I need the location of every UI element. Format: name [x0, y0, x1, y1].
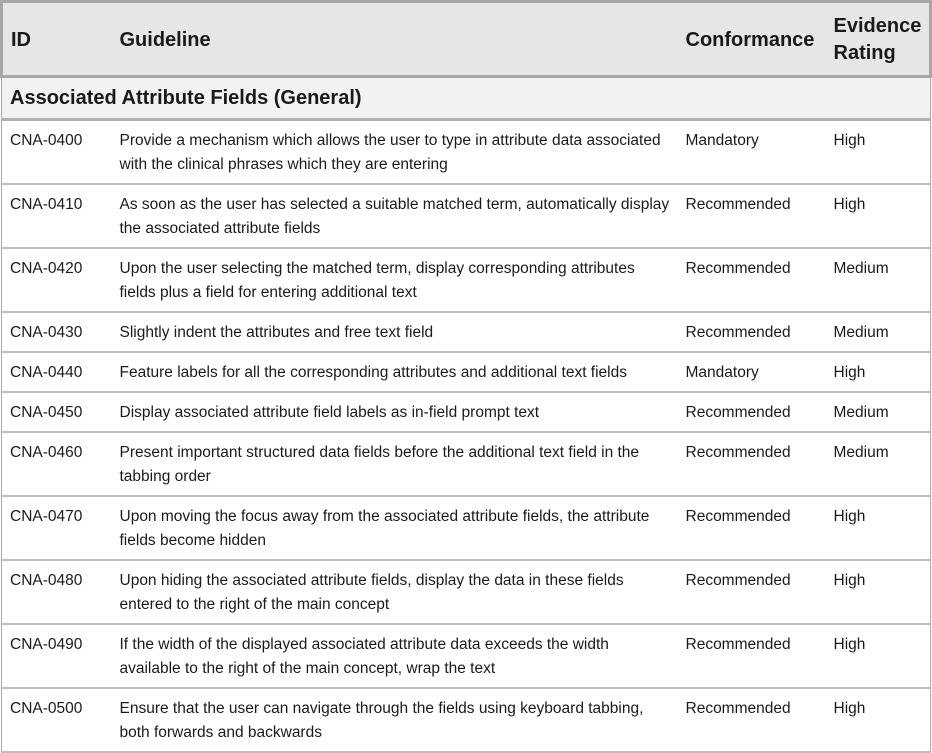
cell-guideline: Slightly indent the attributes and free text field	[119, 324, 434, 341]
cell-conformance: Recommended	[685, 700, 791, 717]
cell-evidence-rating: Medium	[833, 260, 889, 277]
cell-conformance: Recommended	[685, 260, 791, 277]
table-row	[2, 120, 931, 185]
cell-id: CNA-0470	[10, 508, 83, 525]
cell-id: CNA-0480	[10, 572, 83, 589]
cell-evidence-rating: High	[833, 196, 866, 213]
cell-guideline: Upon moving the focus away from the associated attribute fields, the attribute fields become hidden	[119, 508, 650, 549]
table-row	[2, 184, 931, 248]
table-row	[2, 496, 931, 560]
cell-id: CNA-0400	[10, 132, 83, 149]
header-conformance: Conformance	[685, 28, 815, 51]
cell-id: CNA-0500	[10, 700, 83, 717]
cell-id: CNA-0430	[10, 324, 83, 341]
cell-conformance: Mandatory	[685, 364, 759, 381]
cell-evidence-rating: High	[833, 636, 866, 653]
cell-guideline: Upon hiding the associated attribute fields, display the data in these fields entered to the right of the main concept	[119, 572, 624, 613]
table-row	[2, 248, 931, 312]
cell-id: CNA-0410	[10, 196, 83, 213]
cell-guideline: Ensure that the user can navigate through the fields using keyboard tabbing, both forwards and backwards	[119, 700, 644, 741]
cell-evidence-rating: Medium	[833, 444, 889, 461]
cell-evidence-rating: High	[833, 508, 866, 525]
cell-guideline: Upon the user selecting the matched term, display corresponding attributes fields plus a field for entering additional text	[119, 260, 635, 301]
cell-guideline: Provide a mechanism which allows the user to type in attribute data associated with the clinical phrases which they are entering	[119, 132, 661, 173]
cell-id: CNA-0450	[10, 404, 83, 421]
table-row	[2, 392, 931, 432]
cell-conformance: Recommended	[685, 508, 791, 525]
cell-id: CNA-0420	[10, 260, 83, 277]
cell-conformance: Recommended	[685, 324, 791, 341]
cell-conformance: Recommended	[685, 636, 791, 653]
cell-id: CNA-0490	[10, 636, 83, 653]
table-row	[2, 624, 931, 688]
cell-evidence-rating: Medium	[833, 324, 889, 341]
table-row	[2, 312, 931, 352]
section-row	[2, 77, 931, 120]
cell-conformance: Recommended	[685, 196, 791, 213]
header-evidence-rating: Evidence Rating	[833, 15, 922, 64]
cell-evidence-rating: High	[833, 572, 866, 589]
cell-conformance: Recommended	[685, 444, 791, 461]
cell-id: CNA-0460	[10, 444, 83, 461]
cell-evidence-rating: High	[833, 132, 866, 149]
table-row	[2, 432, 931, 496]
header-id: ID	[11, 28, 31, 51]
table-row	[2, 352, 931, 392]
cell-guideline: Feature labels for all the corresponding attributes and additional text fields	[119, 364, 627, 381]
cell-conformance: Recommended	[685, 572, 791, 589]
cell-evidence-rating: High	[833, 700, 866, 717]
table-row	[2, 688, 931, 752]
cell-guideline: Present important structured data fields before the additional text field in the tabbing order	[119, 444, 640, 485]
cell-guideline: Display associated attribute field labels as in-field prompt text	[119, 404, 540, 421]
cell-evidence-rating: High	[833, 364, 866, 381]
table-header	[2, 2, 931, 77]
cell-guideline: As soon as the user has selected a suitable matched term, automatically display the associated attribute fields	[119, 196, 670, 237]
cell-id: CNA-0440	[10, 364, 83, 381]
header-guideline: Guideline	[119, 28, 211, 51]
cell-conformance: Mandatory	[685, 132, 759, 149]
table-row	[2, 560, 931, 624]
cell-evidence-rating: Medium	[833, 404, 889, 421]
cell-conformance: Recommended	[685, 404, 791, 421]
cell-guideline: If the width of the displayed associated attribute data exceeds the width available to the right of the main concept, wrap the text	[119, 636, 609, 677]
section-title: Associated Attribute Fields (General)	[10, 87, 362, 109]
